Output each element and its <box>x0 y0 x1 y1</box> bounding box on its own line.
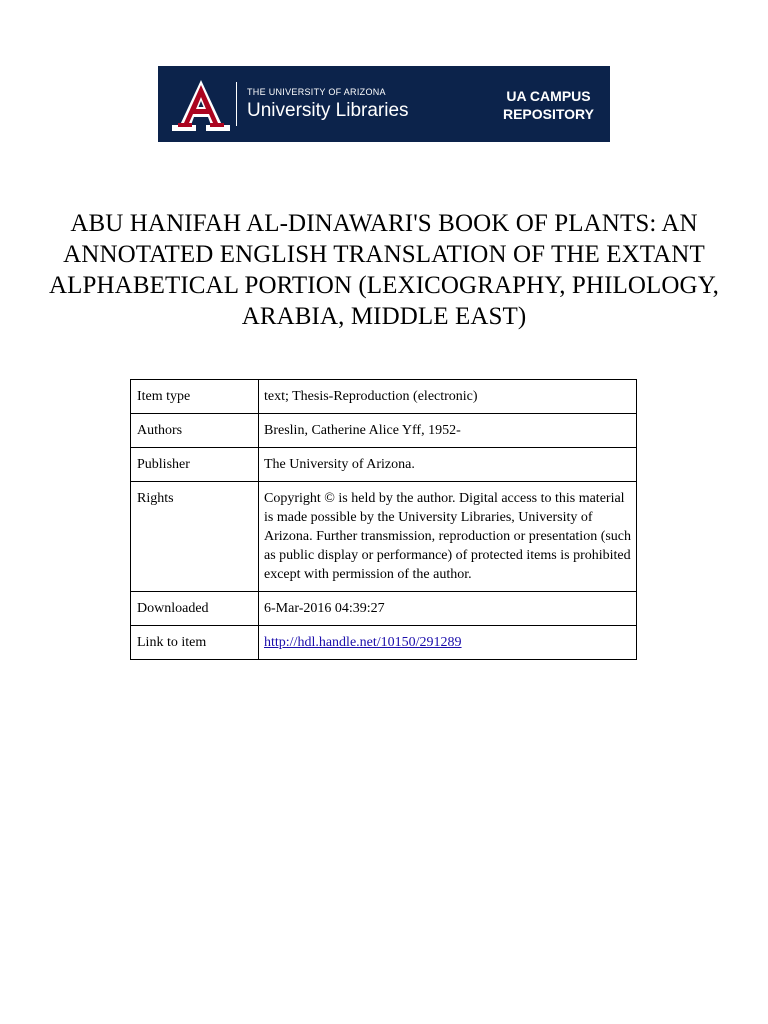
table-row <box>131 592 637 626</box>
row-label: Authors <box>131 414 259 448</box>
document-title: ABU HANIFAH AL-DINAWARI'S BOOK OF PLANTS: AN ANNOTATED ENGLISH TRANSLATION OF THE EXTANT ALPHABETICAL PORTION (LEXICOGRAPHY, PHILOLOGY, ARABIA, MIDDLE EAST) <box>48 210 719 330</box>
row-value: Breslin, Catherine Alice Yff, 1952- <box>259 414 637 448</box>
row-label: Item type <box>131 380 259 414</box>
banner-kicker: THE UNIVERSITY OF ARIZONA <box>247 87 386 97</box>
table-row <box>131 626 637 660</box>
banner-divider <box>236 82 237 126</box>
row-value: The University of Arizona. <box>259 448 637 482</box>
university-of-arizona-logo-icon <box>172 77 230 131</box>
repository-label-line2: REPOSITORY <box>502 106 594 122</box>
table-row <box>131 482 637 592</box>
table-row <box>131 380 637 414</box>
row-label: Downloaded <box>131 592 259 626</box>
row-label: Rights <box>131 482 259 592</box>
row-value: Copyright © is held by the author. Digital access to this material is made possible by the University Libraries, University of Arizona. Further transmission, reproduction or presentation (such as public display or performance) of protected items is prohibited except with permission of the author. <box>259 482 637 592</box>
ua-library-banner <box>158 66 610 142</box>
repository-label-line1: UA CAMPUS <box>506 88 591 104</box>
table-row <box>131 448 637 482</box>
row-label: Link to item <box>131 626 259 660</box>
item-link[interactable]: http://hdl.handle.net/10150/291289 <box>264 635 462 650</box>
table-row <box>131 414 637 448</box>
repository-label <box>503 87 594 123</box>
row-label: Publisher <box>131 448 259 482</box>
banner-title: University Libraries <box>247 100 409 121</box>
link-to-item-cell <box>259 626 637 660</box>
row-value: text; Thesis-Reproduction (electronic) <box>259 380 637 414</box>
metadata-table <box>130 379 637 660</box>
row-value: 6-Mar-2016 04:39:27 <box>259 592 637 626</box>
